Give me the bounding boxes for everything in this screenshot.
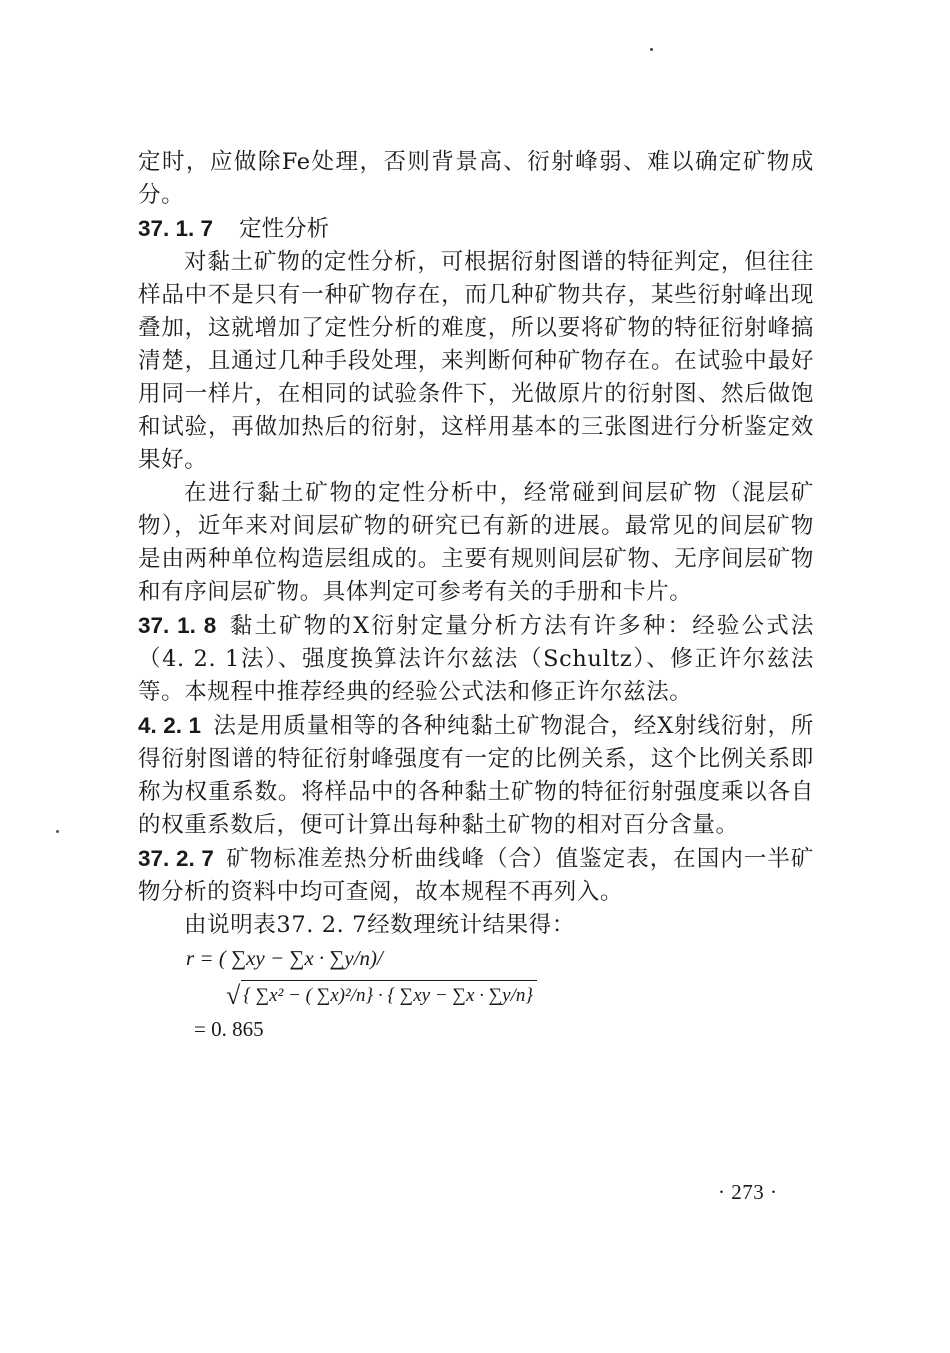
clause-number: 4. 2. 1 [138, 713, 202, 738]
scan-speck [650, 48, 653, 51]
section-heading-37-1-7 [138, 212, 814, 246]
clause-37-2-7 [138, 842, 814, 909]
text-column [138, 146, 814, 1045]
section-number: 37. 1. 7 [138, 216, 214, 241]
formula-numerator: r = ( ∑xy − ∑x · ∑y/n)/ [186, 946, 383, 970]
paragraph-interlayer-minerals: 在进行黏土矿物的定性分析中，经常碰到间层矿物（混层矿物），近年来对间层矿物的研究已有新的进展。最常见的间层矿物是由两种单位构造层组成的。主要有规则间层矿物、无序间层矿物和有序间层矿物。具体判定可参考有关的手册和卡片。 [138, 480, 814, 605]
square-root-icon: √ [226, 981, 241, 1010]
clause-text: 法是用质量相等的各种纯黏土矿物混合，经X射线衍射，所得衍射图谱的特征衍射峰强度有一定的比例关系，这个比例关系即称为权重系数。将样品中的各种黏土矿物的特征衍射强度乘以各自的权重系数后，便可计算出每种黏土矿物的相对百分含量。 [138, 713, 815, 838]
formula-denominator [226, 980, 814, 1011]
clause-37-1-8 [138, 609, 814, 709]
formula-radicand: { ∑x² − ( ∑x)²/n} · { ∑xy − ∑x · ∑y/n} [241, 980, 537, 1011]
paragraph-continuation: 定时，应做除Fe处理，否则背景高、衍射峰弱、难以确定矿物成分。 [138, 149, 814, 208]
formula-result: = 0. 865 [194, 1017, 264, 1041]
clause-text: 黏土矿物的X衍射定量分析方法有许多种：经验公式法（4. 2. 1法）、强度换算法许尔兹法（Schultz）、修正许尔兹法等。本规程中推荐经典的经验公式法和修正许尔兹法。 [138, 613, 814, 705]
clause-text: 矿物标准差热分析曲线峰（合）值鉴定表，在国内一半矿物分析的资料中均可查阅，故本规程不再列入。 [138, 846, 814, 905]
paragraph-statistics-intro: 由说明表37. 2. 7经数理统计结果得： [184, 912, 575, 938]
clause-number: 37. 2. 7 [138, 846, 214, 871]
paragraph-qualitative-analysis: 对黏土矿物的定性分析，可根据衍射图谱的特征判定，但往往样品中不是只有一种矿物存在，而几种矿物共存，某些衍射峰出现叠加，这就增加了定性分析的难度，所以要将矿物的特征衍射峰搞清楚，且通过几种手段处理，来判断何种矿物存在。在试验中最好用同一样片，在相同的试验条件下，光做原片的衍射图、然后做饱和试验，再做加热后的衍射，这样用基本的三张图进行分析鉴定效果好。 [138, 249, 814, 473]
clause-number: 37. 1. 8 [138, 613, 217, 638]
page-number: · 273 · [718, 1180, 778, 1204]
clause-4-2-1 [138, 709, 814, 842]
section-title: 定性分析 [239, 216, 330, 242]
scan-speck [56, 830, 59, 833]
